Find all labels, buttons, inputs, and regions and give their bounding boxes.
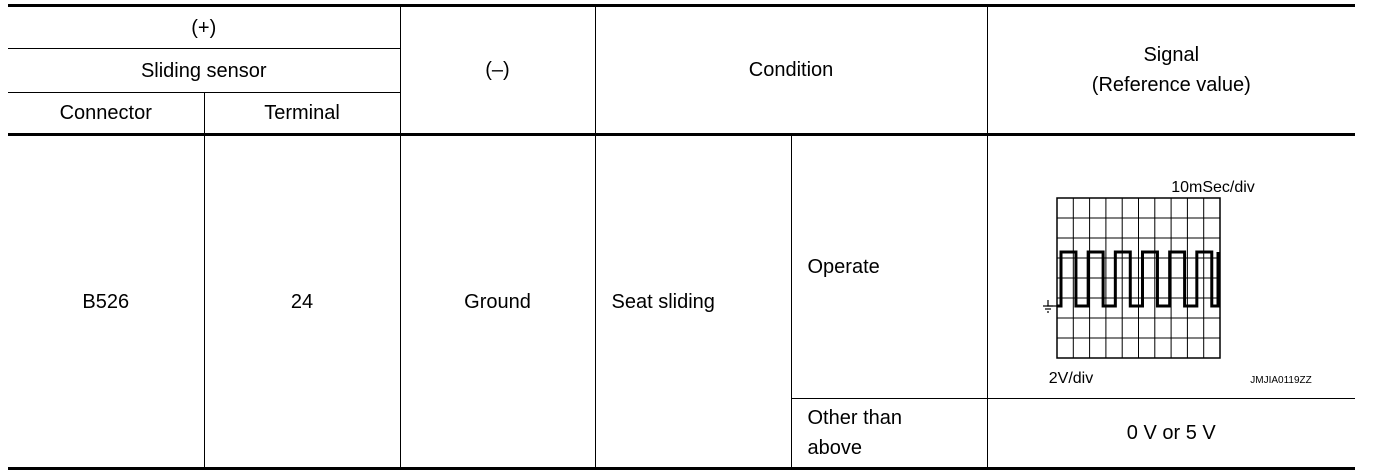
- other-value: 0 V or 5 V: [987, 399, 1355, 469]
- volt-div-label: 2V/div: [1049, 370, 1094, 387]
- condition-other: [791, 399, 987, 469]
- oscilloscope-svg: [991, 136, 1351, 398]
- sliding-sensor-header: Sliding sensor: [8, 49, 400, 93]
- oscilloscope-cell: [987, 135, 1355, 399]
- figure-code-label: JMJIA0119ZZ: [1250, 375, 1313, 386]
- time-div-label: 10mSec/div: [1171, 179, 1256, 196]
- condition-header: Condition: [595, 6, 987, 135]
- terminal-value: 24: [204, 135, 400, 469]
- oscilloscope-figure: [991, 136, 1351, 398]
- condition-main: Seat sliding: [595, 135, 791, 469]
- condition-operate: Operate: [791, 135, 987, 399]
- plus-header: (+): [8, 6, 400, 49]
- minus-header: (–): [400, 6, 595, 135]
- signal-header-line1: Signal: [1143, 44, 1200, 66]
- signal-header-line2: (Reference value): [1091, 74, 1251, 96]
- terminal-inspection-table: [8, 4, 1355, 470]
- condition-other-line1: Other than: [807, 407, 903, 429]
- spec-page: [8, 4, 1355, 472]
- condition-other-line2: above: [807, 437, 862, 459]
- ground-value: Ground: [400, 135, 595, 469]
- signal-header: [987, 6, 1355, 135]
- connector-header: Connector: [8, 93, 204, 135]
- ground-icon: [1043, 300, 1057, 312]
- terminal-header: Terminal: [204, 93, 400, 135]
- connector-value: B526: [8, 135, 204, 469]
